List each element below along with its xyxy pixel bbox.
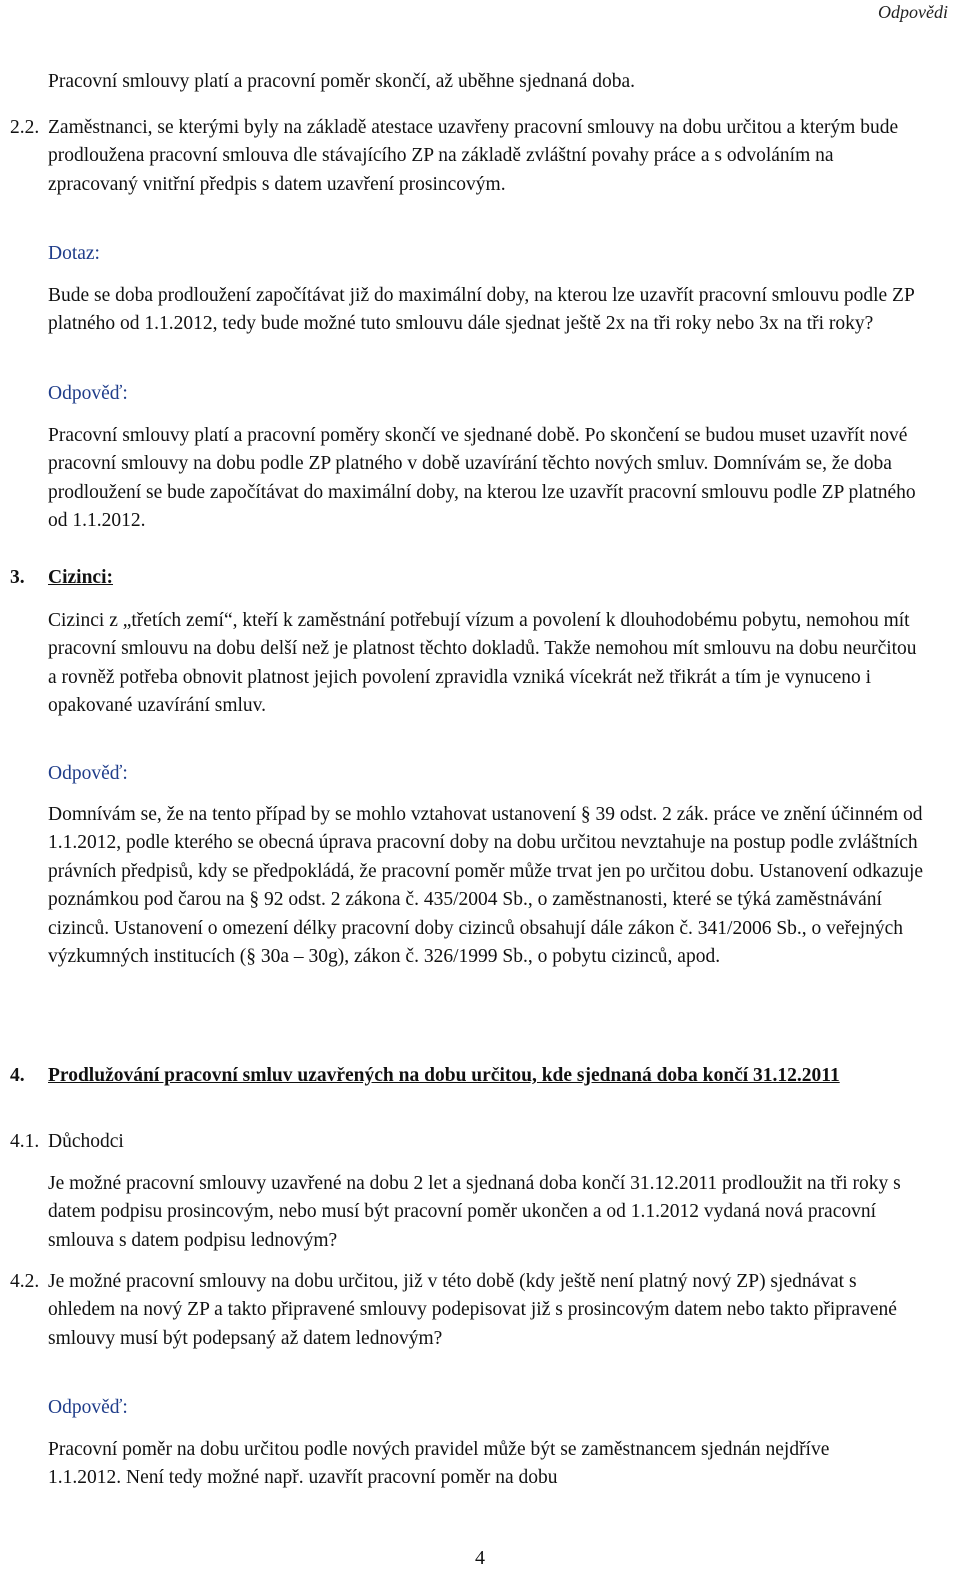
odpoved-text: Domnívám se, že na tento případ by se mohlo vztahovat ustanovení § 39 odst. 2 zák. práce ve znění účinném od 1.1.2012, podle kterého se obecná úprava pracovní doby na dobu určitou nevztahuje na postup podle zvláštních právních předpisů, kdy se předpokládá, že pracovní poměr může trvat jen po určitou dobu. Ustanovení odkazuje poznámkou pod čarou na § 92 odst. 2 zákona č. 435/2004 Sb., o zaměstnanosti, které se týká zaměstnávání cizinců. Ustanovení o omezení délky pracovní doby cizinců obsahují dále zákon č. 341/2006 Sb., o veřejných výzkumných institucích (§ 30a – 30g), zákon č. 326/1999 Sb., o pobytu cizinců, apod. xyxy=(48,804,924,968)
section-3-number: 3. xyxy=(10,567,25,588)
section-4-title: Prodlužování pracovní smluv uzavřených na dobu určitou, kde sjednaná doba končí 31.12.2011 xyxy=(48,1065,840,1086)
section-3-title xyxy=(48,564,113,592)
odpoved-text: Pracovní poměr na dobu určitou podle nových pravidel může být se zaměstnancem sjednán nejdříve 1.1.2012. Není tedy možné např. uzavřít pracovní poměr na dobu xyxy=(48,1439,830,1489)
page-number: 4 xyxy=(475,1547,485,1569)
item-222-text: Zaměstnanci, se kterými byly na základě atestace uzavřeny pracovní smlouvy na dobu určitou a kterým bude prodloužena pracovní smlouva dle stávajícího ZP na základě zvláštní povahy práce a s odvoláním na zpracovaný vnitřní předpis s datem uzavření prosincovým. xyxy=(48,117,899,195)
dotaz-text: Bude se doba prodloužení započítávat již do maximální doby, na kterou lze uzavřít pracovní smlouvu podle ZP platného od 1.1.2012, tedy bude možné tuto smlouvu dále sjednat ještě 2x na tři roky nebo 3x na tři roky? xyxy=(48,285,915,335)
sub-41-title: Důchodci xyxy=(48,1131,124,1152)
item-221-continuation: Pracovní smlouvy platí a pracovní poměr skončí, až uběhne sjednaná doba. xyxy=(48,71,635,92)
sub-42-text: Je možné pracovní smlouvy na dobu určitou, již v této době (kdy ještě není platný nový ZP) sjednávat s ohledem na nový ZP a takto připravené smlouvy podepisovat již s prosincovým datem nebo takto připravené smlouvy musí být podepsaný až datem lednovým? xyxy=(48,1271,897,1349)
odpoved-label: Odpověď: xyxy=(48,1397,128,1418)
section-3-title-text: Cizinci: xyxy=(48,567,113,588)
odpoved-label: Odpověď: xyxy=(48,383,128,404)
sub-41-number: 4.1. xyxy=(10,1131,40,1152)
sub-42-number: 4.2. xyxy=(10,1271,40,1292)
section-3-text: Cizinci z „třetích zemí“, kteří k zaměstnání potřebují vízum a povolení k dlouhodobému pobytu, nemohou mít pracovní smlouvu na dobu delší než je platnost těchto dokladů. Takže nemohou mít smlouvu na dobu neurčitou a rovněž potřeba obnovit platnost jejich povolení zpravidla vzniká vícekrát než třikrát a tím je vynuceno i opakované uzavírání smluv. xyxy=(48,610,917,717)
section-4-number: 4. xyxy=(10,1065,25,1086)
sub-41-text: Je možné pracovní smlouvy uzavřené na dobu 2 let a sjednaná doba končí 31.12.2011 prodloužit na tři roky s datem podpisu prosincovým, nebo musí být pracovní poměr ukončen a od 1.1.2012 vydaná nová pracovní smlouva s datem podpisu lednovým? xyxy=(48,1173,901,1251)
odpoved-label: Odpověď: xyxy=(48,763,128,784)
item-222-number: 2.2. xyxy=(10,117,40,138)
dotaz-label: Dotaz: xyxy=(48,243,100,264)
odpoved-text: Pracovní smlouvy platí a pracovní poměry skončí ve sjednané době. Po skončení se budou muset uzavřít nové pracovní smlouvy na dobu podle ZP platného v době uzavírání těchto nových smluv. Domnívám se, že doba prodloužení se bude započítávat do maximální doby, na kterou lze uzavřít pracovní smlouvu podle ZP platného od 1.1.2012. xyxy=(48,425,916,532)
page-header: Odpovědi xyxy=(878,2,948,22)
